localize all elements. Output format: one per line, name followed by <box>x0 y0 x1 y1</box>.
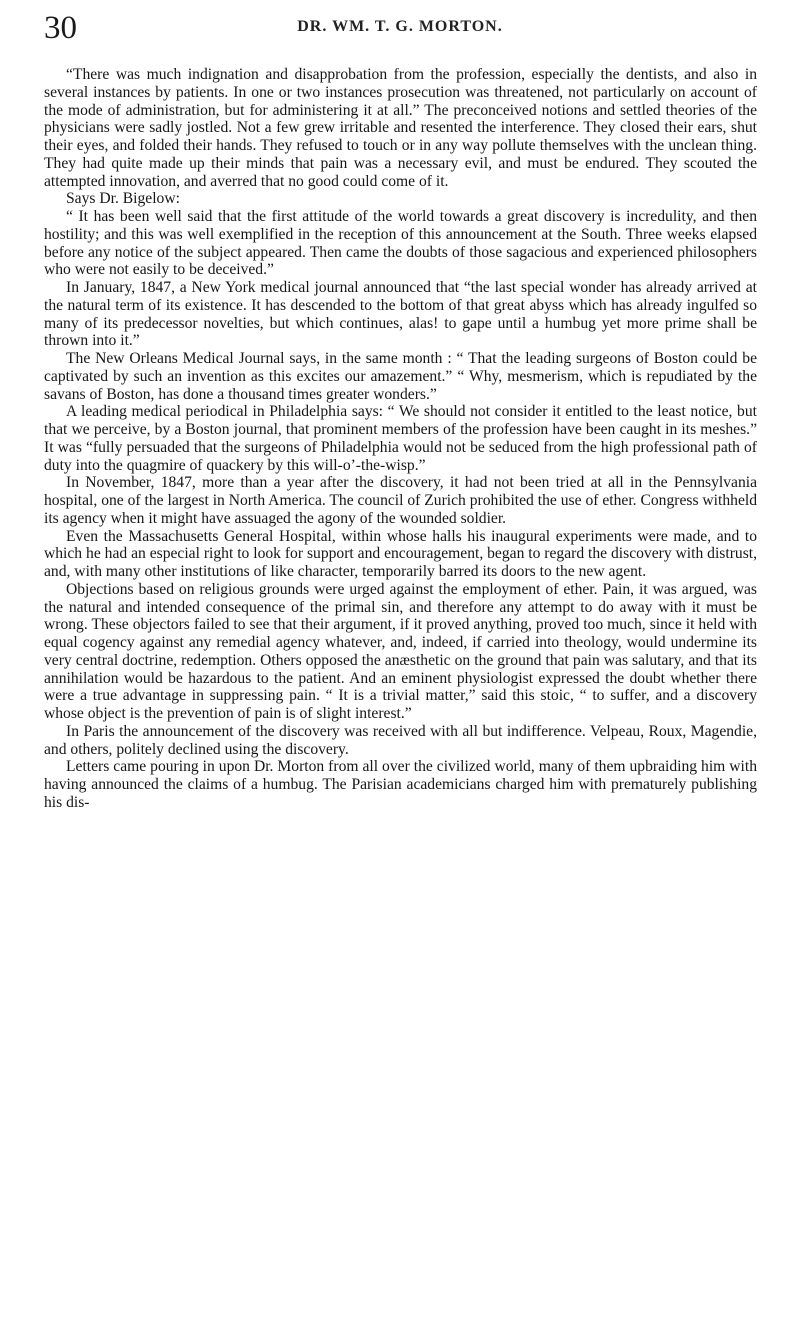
running-head: DR. WM. T. G. MORTON. <box>297 18 503 35</box>
body-text <box>44 66 757 812</box>
paragraph: “There was much indignation and disapprobation from the profession, especially the dentists, and also in several instances by patients. In one or two instances prosecution was threatened, not particularly on account of the mode of administration, but for administering it at all.” The preconceived notions and settled theories of the physicians were sadly jostled. Not a few grew irritable and resented the interference. They closed their ears, shut their eyes, and folded their hands. They refused to touch or in any way pollute themselves with the unclean thing. They had quite made up their minds that pain was a necessary evil, and must be endured. They scouted the attempted innovation, and averred that no good could come of it. <box>44 66 757 190</box>
page-number: 30 <box>44 10 77 46</box>
paragraph: The New Orleans Medical Journal says, in the same month : “ That the leading surgeons of Boston could be captivated by such an invention as this excites our amazement.” “ Why, mesmerism, which is repudiated by the savans of Boston, has done a thousand times greater wonders.” <box>44 350 757 403</box>
paragraph: In Paris the announcement of the discovery was received with all but indifference. Velpeau, Roux, Magendie, and others, politely declined using the discovery. <box>44 722 757 758</box>
paragraph: Letters came pouring in upon Dr. Morton from all over the civilized world, many of them upbraiding him with having announced the claims of a humbug. The Parisian academicians charged him with prematurely publishing his dis- <box>44 758 757 811</box>
paragraph: A leading medical periodical in Philadelphia says: “ We should not consider it entitled to the least notice, but that we perceive, by a Boston journal, that prominent members of the profession have been caught in its meshes.” It was “fully persuaded that the surgeons of Philadelphia would not be seduced from the high professional path of duty into the quagmire of quackery by this will-o’-the-wisp.” <box>44 403 757 474</box>
paragraph: “ It has been well said that the first attitude of the world towards a great discovery is incredulity, and then hostility; and this was well exemplified in the reception of this announcement at the South. Three weeks elapsed before any notice of the subject appeared. Then came the doubts of those sagacious and experienced philosophers who were not easily to be deceived.” <box>44 208 757 279</box>
paragraph: In January, 1847, a New York medical journal announced that “the last special wonder has already arrived at the natural term of its existence. It has descended to the bottom of that great abyss which has already ingulfed so many of its predecessor novelties, but which continues, alas! to gape until a humbug yet more prime shall be thrown into it.” <box>44 279 757 350</box>
paragraph: Objections based on religious grounds were urged against the employment of ether. Pain, it was argued, was the natural and intended consequence of the primal sin, and therefore any attempt to do away with it must be wrong. These objectors failed to see that their argument, if it proved anything, proved too much, since it held with equal cogency against any remedial agency whatever, and, indeed, if carried into theology, would undermine its very central doctrine, redemption. Others opposed the anæsthetic on the ground that pain was salutary, and that its annihilation would be hazardous to the patient. And an eminent physiologist expressed the doubt whether there were a true advantage in suppressing pain. “ It is a trivial matter,” said this stoic, “ to suffer, and a discovery whose object is the prevention of pain is of slight interest.” <box>44 580 757 722</box>
paragraph: Says Dr. Bigelow: <box>66 190 180 208</box>
paragraph: Even the Massachusetts General Hospital, within whose halls his inaugural experiments were made, and to which he had an especial right to look for support and encouragement, began to regard the discovery with distrust, and, with many other institutions of like character, temporarily barred its doors to the new agent. <box>44 527 757 580</box>
paragraph: In November, 1847, more than a year after the discovery, it had not been tried at all in the Pennsylvania hospital, one of the largest in North America. The council of Zurich prohibited the use of ether. Congress withheld its agency when it might have assuaged the agony of the wounded soldier. <box>44 474 757 527</box>
page-header <box>44 6 756 46</box>
